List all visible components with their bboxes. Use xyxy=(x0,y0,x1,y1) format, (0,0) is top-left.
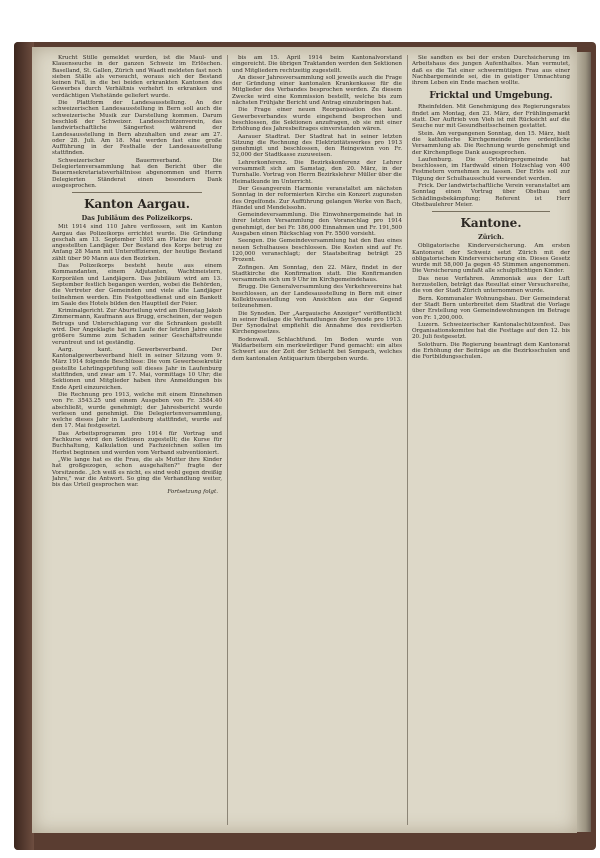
article-paragraph: „Wie lange hat es die Frau, die als Mutter ihre Kinder hat großgezogen, schon ausgehalten?" fragte der Vorsitzende. „Ich weiß es nicht, es sind wohl gegen dreißig Jahre," war die Antwort. So ging die Verhandlung weiter, bis das Urteil gesprochen war. xyxy=(52,456,222,489)
article-paragraph: Bodenwall. Schlachtfund. Im Boden wurde von Waldarbeitern ein merkwürdiger Fund gemacht: ein altes Schwert aus der Zeit der Schlacht bei Sempach, welches dem kantonalen Antiquarium übergeben wurde. xyxy=(232,336,402,362)
article-paragraph: Die Frage einer neuen Reorganisation des kant. Gewerbeverbandes wurde eingehend besprochen und beschlossen, die Sektionen anzufragen, ob sie mit einer Erhöhung des Jahresbeitrages einverstanden wären. xyxy=(232,107,402,133)
article-paragraph: Das neue Verfahren. Ammoniak aus der Luft herzustellen, beträgt das Resultat einer Versuchsreihe, die von der Stadt Zürich unternommen wurde. xyxy=(412,275,570,295)
article-paragraph: Sie sandten es bei der ersten Durchsicherung im Arbeitshaus des jungen Aufenthaltes. Man vermutet, daß es die Tat einer schwermütigen Frau aus einer Nachbargemeinde sei, die in geistiger Umnachtung ihrem Leben ein Ende machen wollte. xyxy=(412,55,570,87)
article-paragraph: Frick. Der landwirtschaftliche Verein veranstaltet am Sonntag einen Vortrag über Obstbau und Schädlingsbekämpfung; Referent ist Herr Obstbaulehrer Meier. xyxy=(412,183,570,208)
article-paragraph: bis am 15. April 1914 beim Kantonalvorstand eingereicht. Die übrigen Traktanden werden den Sektionen und Mitgliedern rechtzeitig zugestellt. xyxy=(232,55,402,74)
column-rule xyxy=(407,55,408,825)
article-paragraph: Zofingen. Am Sonntag, den 22. März, findet in der Stadtkirche die Konfirmation statt. Die Konfirmanden versammeln sich um 9 Uhr im Kirchgemeindehaus. xyxy=(232,264,402,284)
article-paragraph: Aarg. kant. Gewerbeverband. Der Kantonalgewerbeverband hielt in seiner Sitzung vom 9. März 1914 folgende Beschlüsse: Die vom Gewerbesekretär gestellte Lehrlingsprüfung soll dieses Jahr in Laufenburg stattfinden, und zwar am 17. Mai, vormittags 10 Uhr; die Sektionen und Mitglieder haben ihre Anmeldungen bis Ende April einzureichen. xyxy=(52,346,222,391)
article-paragraph: Aarauer Stadtrat. Der Stadtrat hat in seiner letzten Sitzung die Rechnung des Elektrizitätswerkes pro 1913 genehmigt und beschlossen, den Reingewinn von Fr. 52,000 der Stadtkasse zuzuweisen. xyxy=(232,133,402,159)
newspaper-page xyxy=(32,47,577,833)
article-paragraph: Bern. Kommunaler Wohnungsbau. Der Gemeinderat der Stadt Bern unterbreitet dem Stadtrat die Vorlage über Erstellung von Gemeindewohnungen im Betrage von Fr. 1,200,000. xyxy=(412,295,570,321)
column-rule xyxy=(227,55,228,825)
article-paragraph: Lehrerkonferenz. Die Bezirkskonferenz der Lehrer versammelt sich am Samstag, den 20. März, in der Turnhalle. Vortrag von Herrn Bezirkslehrer Müller über die Heimatkunde im Unterricht. xyxy=(232,159,402,185)
article-paragraph: Mit 1914 sind 110 Jahre verflossen, seit im Kanton Aargau das Polizeikorps errichtet wurde. Die Gründung geschah am 13. September 1803 am Platze der bisher angestellten Landjäger. Der Bestand des Korps betrug zu Anfang 28 Mann mit Unteroffizieren, der heutige Bestand zählt über 90 Mann aus den Bezirken. xyxy=(52,224,222,262)
section-divider xyxy=(72,192,202,193)
article-paragraph: Seengen. Die Gemeindeversammlung hat den Bau eines neuen Schulhauses beschlossen. Die Kosten sind auf Fr. 120,000 veranschlagt; der Staatsbeitrag beträgt 25 Prozent. xyxy=(232,238,402,264)
article-paragraph: Die Rechnung pro 1913, welche mit einem Einnehmen von Fr. 3543.25 und einem Ausgeben von Fr. 3584.40 abschließt, wurde genehmigt; der Jahresbericht wurde verlesen und genehmigt. Die Delegiertenversammlung, welche dieses Jahr in Laufenburg stattfindet, wurde auf den 17. Mai festgesetzt. xyxy=(52,391,222,430)
article-paragraph: Krucht Stille gemeldet wurden, ist die Maul- und Klauenseuche in der ganzen Schweiz im Erlöschen. Baselland, St. Gallen, Zürich und Waadt meldeten fast noch sieben Ställe als verseucht, woraus sich der Bestand keinen Fall, in die bei beiden erkrankten Kantonen des Gewerbes durch Verhältnis verhehrt in erkranken und verdächtigen Viehstände geliefert wurde. xyxy=(52,55,222,99)
article-paragraph: Solothurn. Die Regierung beantragt dem Kantonsrat die Erhöhung der Beiträge an die Bezirksschulen und die Fortbildungsschulen. xyxy=(412,341,570,361)
article-paragraph: Rheinfelden. Mit Genehmigung des Regierungsrates findet am Montag, den 23. März, der Frühlingsmarkt statt. Der Auftrieb von Vieh ist mit Rücksicht auf die Seuche nur mit Gesundheitsscheinen gestattet. xyxy=(412,104,570,130)
section-heading-fricktal: Fricktal und Umgebung. xyxy=(429,91,553,102)
article-paragraph: Das Polizeikorps besteht heute aus einem Kommandanten, einem Adjutanten, Wachtmeistern, Korporälen und Landjägern. Das Jubiläum wird am 13. September festlich begangen werden, wobei die Behörden, die Vertreter der Gemeinden und viele alte Landjäger teilnehmen werden. Ein Festgottesdienst und ein Bankett im Saale des Hotels bilden den Hauptteil der Feier. xyxy=(52,263,222,307)
article-paragraph: Gemeindeversammlung. Die Einwohnergemeinde hat in ihrer letzten Versammlung den Voranschlag pro 1914 genehmigt, der bei Fr. 186,000 Einnahmen und Fr. 191,500 Ausgaben einen Rückschlag von Fr. 5500 vorsieht. xyxy=(232,212,402,238)
article-paragraph: Brugg. Die Generalversammlung des Verkehrsvereins hat beschlossen, an der Landesausstellung in Bern mit einer Kollektivausstellung von Ansichten aus der Gegend teilzunehmen. xyxy=(232,284,402,310)
page-edges xyxy=(577,52,591,832)
continuation-note: Fortsetzung folgt. xyxy=(167,489,218,496)
section-heading-kantone: Kantone. xyxy=(460,216,522,231)
article-paragraph: An dieser Jahresversammlung soll jeweils auch die Frage der Gründung einer kantonalen Krankenkasse für die Mitglieder des Verbandes besprochen werden. Zu diesem Zwecke wird eine Kommission bestellt, welche bis zum nächsten Frühjahr Bericht und Antrag einzubringen hat. xyxy=(232,74,402,107)
column-3 xyxy=(412,55,570,830)
article-paragraph: Der Gesangverein Harmonie veranstaltet am nächsten Sonntag in der reformierten Kirche ein Konzert zugunsten des Orgelfonds. Zur Aufführung gelangen Werke von Bach, Händel und Mendelssohn. xyxy=(232,185,402,211)
article-subheading: Zürich. xyxy=(478,233,504,242)
article-paragraph: Kriminalgericht. Zur Aburteilung wird am Dienstag Jakob Zimmermann, Kaufmann aus Brugg, erscheinen, der wegen Betrugs und Unterschlagung vor die Schranken gestellt wird. Der Angeklagte hat im Laufe der letzten Jahre eine größere Summe zum Schaden seiner Geschäftsfreunde veruntreut und ist geständig. xyxy=(52,308,222,346)
column-2 xyxy=(232,55,402,830)
article-paragraph: Schweizerischer Bauernverband. Die Delegiertenversammlung hat den Bericht über die Bauernsekretariatsverhältnisse abgenommen und Herrn Delegierten Ständerat einen besondern Dank ausgesprochen. xyxy=(52,157,222,189)
column-1 xyxy=(52,55,222,830)
section-heading-aargau: Kanton Aargau. xyxy=(84,197,190,212)
article-subheading: Das Jubiläum des Polizeikorps. xyxy=(81,214,193,223)
article-paragraph: Stein. Am vergangenen Sonntag, den 15. März, hielt die katholische Kirchgemeinde ihre ordentliche Versammlung ab. Die Rechnung wurde genehmigt und der Kirchenpflege Dank ausgesprochen. xyxy=(412,130,570,156)
section-divider xyxy=(432,211,550,212)
article-paragraph: Das Arbeitsprogramm pro 1914 für Vortrag und Fachkurse wird den Sektionen zugestellt; die Kurse für Buchhaltung, Kalkulation und Fachzeichnen sollen im Herbst beginnen und werden vom Verband subventioniert. xyxy=(52,430,222,456)
article-paragraph: Die Plattform der Landesausstellung. An der schweizerischen Landesausstellung in Bern soll auch die schweizerische Musik zur Darstellung kommen. Darum beschloß der Schweizer. Landesschützenverein, das landwirtschaftliche Sängerfest während der Landesausstellung in Bern abzuhalten und zwar am 27. oder 28. Juli. Am 18. Mai werden fast eine große Aufführung in der Festhalle der Landesausstellung stattfinden. xyxy=(52,100,222,157)
article-paragraph: Die Synoden. Der „Aargauische Anzeiger" veröffentlicht in seiner Beilage die Verhandlungen der Synode pro 1913. Der Synodalrat empfiehlt die Annahme des revidierten Kirchengesetzes. xyxy=(232,310,402,336)
article-paragraph: Luzern. Schweizerischer Kantonalschützenfest. Das Organisationskomitee hat die Festtage auf den 12. bis 20. Juli festgesetzt. xyxy=(412,321,570,341)
article-paragraph: Laufenburg. Die Ortsbürgergemeinde hat beschlossen, im Hardwald einen Holzschlag von 400 Festmetern vornehmen zu lassen. Der Erlös soll zur Tilgung der Schulhausschuld verwendet werden. xyxy=(412,156,570,182)
article-paragraph: Obligatorische Kinderversicherung. Am ersten Kantonsrat der Schweiz setzt Zürich mit der obligatorischen Kinderversicherung ein. Dieses Gesetz wurde mit 58,000 Ja gegen 45 Stimmen angenommen. Die Versicherung umfaßt alle schulpflichtigen Kinder. xyxy=(412,243,570,275)
book-spine xyxy=(14,42,34,850)
